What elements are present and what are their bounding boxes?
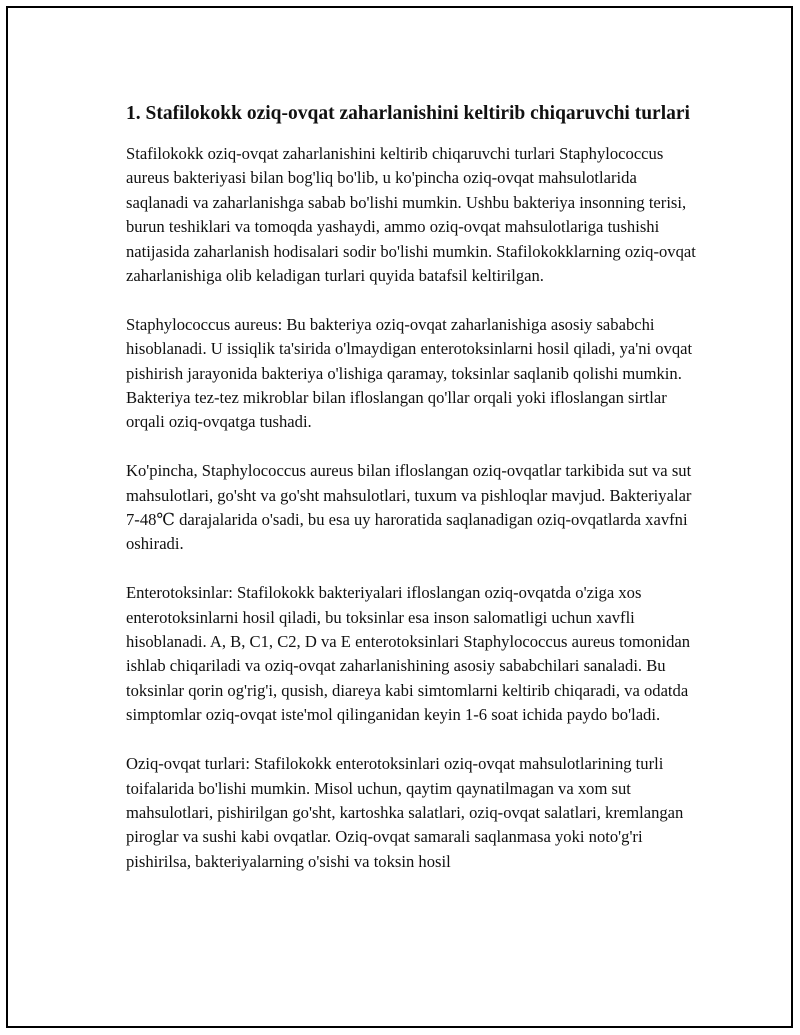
paragraph-contaminated-foods: Ko'pincha, Staphylococcus aureus bilan ifloslangan oziq-ovqatlar tarkibida sut va sut mahsulotlari, go'sht va go'sht mahsulotlari, tuxum va pishloqlar mavjud. Bakteriyalar 7-48℃ darajalarida o'sadi, bu esa uy haroratida saqlanadigan oziq-ovqatlarda xavfni oshiradi. <box>126 461 692 554</box>
section-heading: 1. Stafilokokk oziq-ovqat zaharlanishini keltirib chiqaruvchi turlari <box>126 103 690 124</box>
paragraph-food-types: Oziq-ovqat turlari: Stafilokokk enterotoksinlari oziq-ovqat mahsulotlarining turli toifalarida bo'lishi mumkin. Misol uchun, qaytim qaynatilmagan va xom sut mahsulotlari, pishirilgan go'sht, kartoshka salatlari, oziq-ovqat salatlari, kremlangan piroglar va sushi kabi ovqatlar. Oziq-ovqat samarali saqlanmasa yoki noto'g'ri pishirilsa, bakteriyalarning o'sishi va toksin hosil <box>126 754 684 871</box>
paragraph-enterotoxins: Enterotoksinlar: Stafilokokk bakteriyalari ifloslangan oziq-ovqatda o'ziga xos enterotoksinlarni hosil qiladi, bu toksinlar esa inson salomatligi uchun xavfli hisoblanadi. A, B, C1, C2, D va E enterotoksinlari Staphylococcus aureus tomonidan ishlab chiqariladi va oziq-ovqat zaharlanishining asosiy sababchilari sanaladi. Bu toksinlar qorin og'rig'i, qusish, diareya kabi simtomlarni keltirib chiqaradi, va odatda simptomlar oziq-ovqat iste'mol qilinganidan keyin 1-6 soat ichida paydo bo'ladi. <box>126 583 691 725</box>
paragraph-intro: Stafilokokk oziq-ovqat zaharlanishini keltirib chiqaruvchi turlari Staphylococcus aureus bakteriyasi bilan bog'liq bo'lib, u ko'pincha oziq-ovqat mahsulotlarida saqlanadi va zaharlanishga sabab bo'lishi mumkin. Ushbu bakteriya insonning terisi, burun teshiklari va tomoqda yashaydi, ammo oziq-ovqat mahsulotlariga tushishi natijasida zaharlanish hodisalari sodir bo'lishi mumkin. Stafilokokklarning oziq-ovqat zaharlanishiga olib keladigan turlari quyida batafsil keltirilgan. <box>126 144 696 286</box>
document-body <box>126 100 698 899</box>
page-frame <box>6 6 793 1028</box>
paragraph-staphylococcus-aureus: Staphylococcus aureus: Bu bakteriya oziq-ovqat zaharlanishiga asosiy sababchi hisoblanadi. U issiqlik ta'sirida o'lmaydigan enterotoksinlarni hosil qiladi, ya'ni ovqat pishirish jarayonida bakteriya o'lishiga qaramay, toksinlar saqlanib qolishi mumkin. Bakteriya tez-tez mikroblar bilan ifloslangan qo'llar orqali yoki ifloslangan sirtlar orqali oziq-ovqatga tushadi. <box>126 314 693 432</box>
